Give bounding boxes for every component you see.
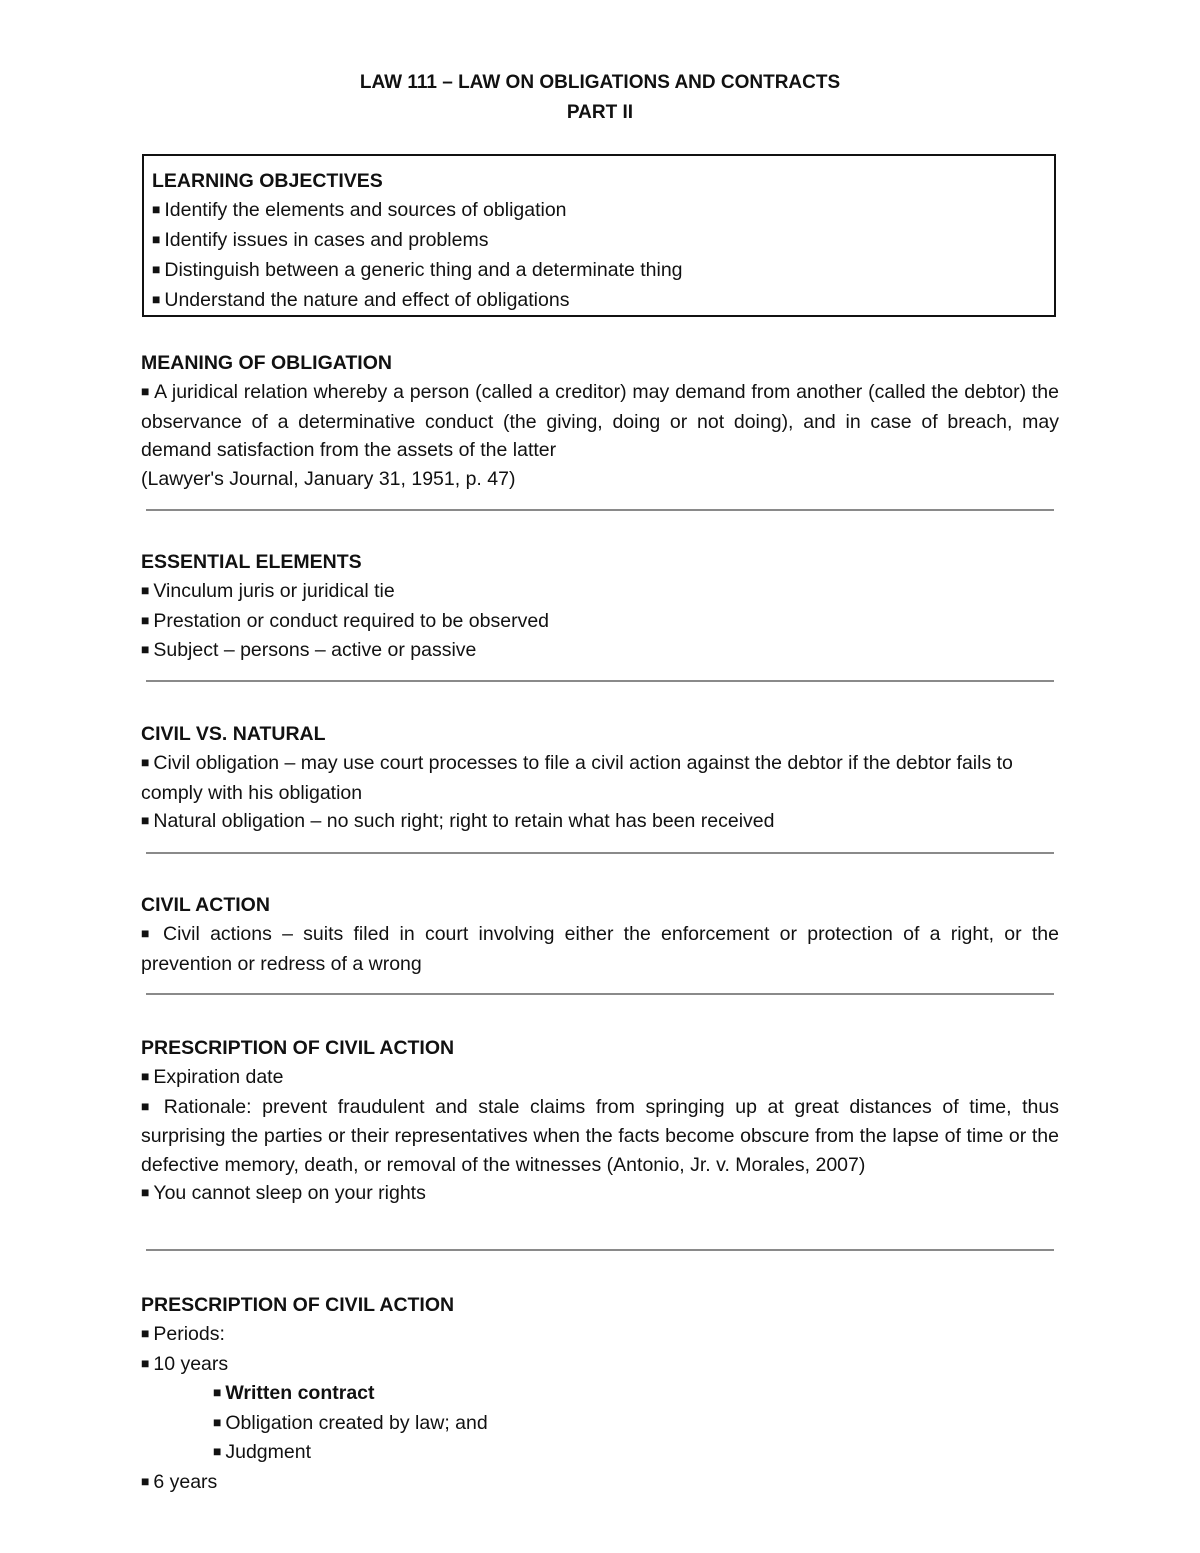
meaning-body: ■ A juridical relation whereby a person (called a creditor) may demand from another (called the debtor) the observance of a determinative conduct (the giving, doing or not doing), and in case of breach, may demand satisfaction from the assets of the latter: [141, 378, 1059, 465]
document-title: LAW 111 – LAW ON OBLIGATIONS AND CONTRACTS: [359, 72, 841, 93]
section-heading: PRESCRIPTION OF CIVIL ACTION: [141, 1294, 455, 1316]
section-divider: [146, 509, 1054, 511]
civil-action-body: ■ Civil actions – suits filed in court involving either the enforcement or protection of a right, or the prevention or redress of a wrong: [141, 920, 1059, 978]
objective-item: ■ Identify the elements and sources of obligation: [152, 196, 1046, 226]
civil-vs-natural-section: [141, 720, 1059, 837]
document-subtitle: PART II: [566, 102, 634, 123]
section-divider: [146, 1249, 1054, 1251]
sub-list-item: ■ Judgment: [141, 1438, 1059, 1468]
meaning-citation: (Lawyer's Journal, January 31, 1951, p. 47): [141, 467, 516, 490]
essential-elements-section: [141, 548, 1059, 666]
section-divider: [146, 993, 1054, 995]
section-heading: MEANING OF OBLIGATION: [141, 352, 392, 374]
objective-item: ■ Identify issues in cases and problems: [152, 226, 1046, 256]
prescription-section: [141, 1034, 1059, 1209]
objective-item: ■ Understand the nature and effect of obligations: [152, 286, 1046, 316]
civil-action-section: [141, 891, 1059, 978]
list-item: ■ Rationale: prevent fraudulent and stale claims from springing up at great distances of time, thus surprising the parties or their representatives when the facts become obscure from the lapse of time or the defective memory, death, or removal of the witnesses (Antonio, Jr. v. Morales, 2007): [141, 1093, 1059, 1180]
list-item: ■ 6 years: [141, 1468, 1059, 1498]
list-item: ■ Expiration date: [141, 1063, 1059, 1093]
section-heading: CIVIL ACTION: [141, 894, 270, 916]
learning-objectives-box: [142, 154, 1056, 317]
list-item: ■ You cannot sleep on your rights: [141, 1179, 1059, 1209]
section-divider: [146, 680, 1054, 682]
section-heading: PRESCRIPTION OF CIVIL ACTION: [141, 1037, 455, 1059]
meaning-of-obligation-section: [141, 349, 1059, 493]
list-item: ■ Periods:: [141, 1320, 1059, 1350]
section-heading: CIVIL VS. NATURAL: [141, 723, 326, 745]
sub-list-item: ■ Obligation created by law; and: [141, 1409, 1059, 1439]
prescription-periods-section: [141, 1291, 1059, 1497]
section-heading: ESSENTIAL ELEMENTS: [141, 551, 362, 573]
list-item: ■ Subject – persons – active or passive: [141, 636, 1059, 666]
list-item: ■ 10 years: [141, 1350, 1059, 1380]
list-item: ■ Natural obligation – no such right; right to retain what has been received: [141, 807, 1059, 837]
list-item: ■ Vinculum juris or juridical tie: [141, 577, 1059, 607]
objective-item: ■ Distinguish between a generic thing and a determinate thing: [152, 256, 1046, 286]
list-item: ■ Civil obligation – may use court processes to file a civil action against the debtor if the debtor fails to comply with his obligation: [141, 749, 1059, 807]
list-item: ■ Prestation or conduct required to be observed: [141, 607, 1059, 637]
section-divider: [146, 852, 1054, 854]
learning-objectives-heading: LEARNING OBJECTIVES: [152, 170, 383, 192]
sub-list-item: ■ Written contract: [141, 1379, 1059, 1409]
